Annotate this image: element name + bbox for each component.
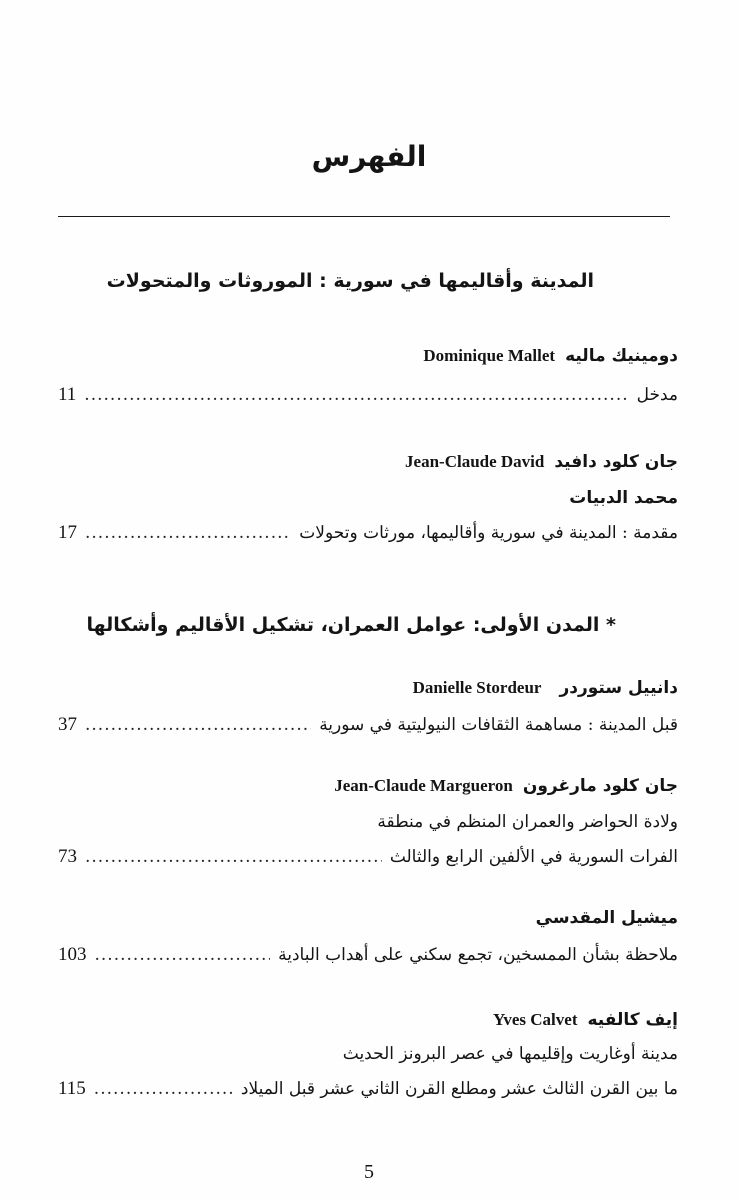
dot-leader — [85, 715, 311, 735]
entry-author — [413, 678, 678, 698]
entry-page-number: 73 — [58, 846, 77, 867]
author-name-latin: Danielle Stordeur — [412, 678, 542, 697]
entry-page-number: 11 — [58, 384, 77, 405]
toc-entry-line — [58, 522, 678, 544]
entry-author — [334, 776, 678, 796]
author-name-latin: Jean-Claude Margueron — [334, 776, 513, 795]
toc-entry-line — [58, 1078, 678, 1100]
page-number: 5 — [364, 1161, 374, 1183]
section-heading: * المدن الأولى: عوامل العمران، تشكيل الأقاليم وأشكالها — [86, 614, 616, 636]
dot-leader — [84, 385, 628, 405]
entry-title: ملاحظة بشأن الممسخين، تجمع سكني على أهداب البادية — [278, 945, 678, 965]
entry-title: قبل المدينة : مساهمة الثقافات النيوليتية في سورية — [319, 715, 678, 735]
author-name-arabic: دانييل ستوردر — [559, 678, 678, 698]
author-name-arabic: جان كلود مارغرون — [522, 776, 678, 796]
page-title: الفهرس — [311, 140, 427, 173]
author-name-arabic: جان كلود دافيد — [554, 452, 678, 472]
entry-page-number: 37 — [58, 714, 77, 735]
toc-entry-line — [58, 944, 678, 966]
author-name-arabic: إيف كالفيه — [587, 1010, 678, 1030]
entry-title-line: مدينة أوغاريت وإقليمها في عصر البرونز الحديث — [342, 1044, 678, 1064]
dot-leader — [85, 847, 382, 867]
entry-page-number: 103 — [58, 944, 87, 965]
author-name-latin: Dominique Mallet — [423, 346, 556, 365]
entry-author — [405, 452, 678, 472]
toc-entry-line — [58, 384, 678, 406]
author-name-arabic: دومينيك ماليه — [565, 346, 678, 366]
entry-title: ما بين القرن الثالث عشر ومطلع القرن الثاني عشر قبل الميلاد — [240, 1079, 678, 1099]
dot-leader — [94, 1079, 233, 1099]
entry-co-author — [569, 488, 678, 508]
entry-title: الفرات السورية في الألفين الرابع والثالث — [389, 847, 678, 867]
title-divider — [58, 216, 670, 217]
dot-leader — [95, 945, 271, 965]
entry-title: مدخل — [636, 385, 678, 405]
entry-author — [493, 1010, 678, 1030]
author-name-arabic: محمد الدبيات — [569, 488, 678, 508]
dot-leader — [85, 523, 291, 543]
entry-author — [536, 908, 678, 928]
entry-title: مقدمة : المدينة في سورية وأقاليمها، مورثات وتحولات — [299, 523, 678, 543]
author-name-latin: Jean-Claude David — [405, 452, 545, 471]
entry-page-number: 17 — [58, 522, 77, 543]
toc-entry-line — [58, 846, 678, 868]
section-heading: المدينة وأقاليمها في سورية : الموروثات والمتحولات — [106, 270, 594, 292]
entry-author — [423, 346, 678, 366]
entry-title-line: ولادة الحواضر والعمران المنظم في منطقة — [377, 812, 678, 832]
author-name-latin: Yves Calvet — [492, 1010, 578, 1029]
toc-entry-line — [58, 714, 678, 736]
entry-page-number: 115 — [58, 1078, 86, 1099]
author-name-arabic: ميشيل المقدسي — [535, 908, 678, 928]
